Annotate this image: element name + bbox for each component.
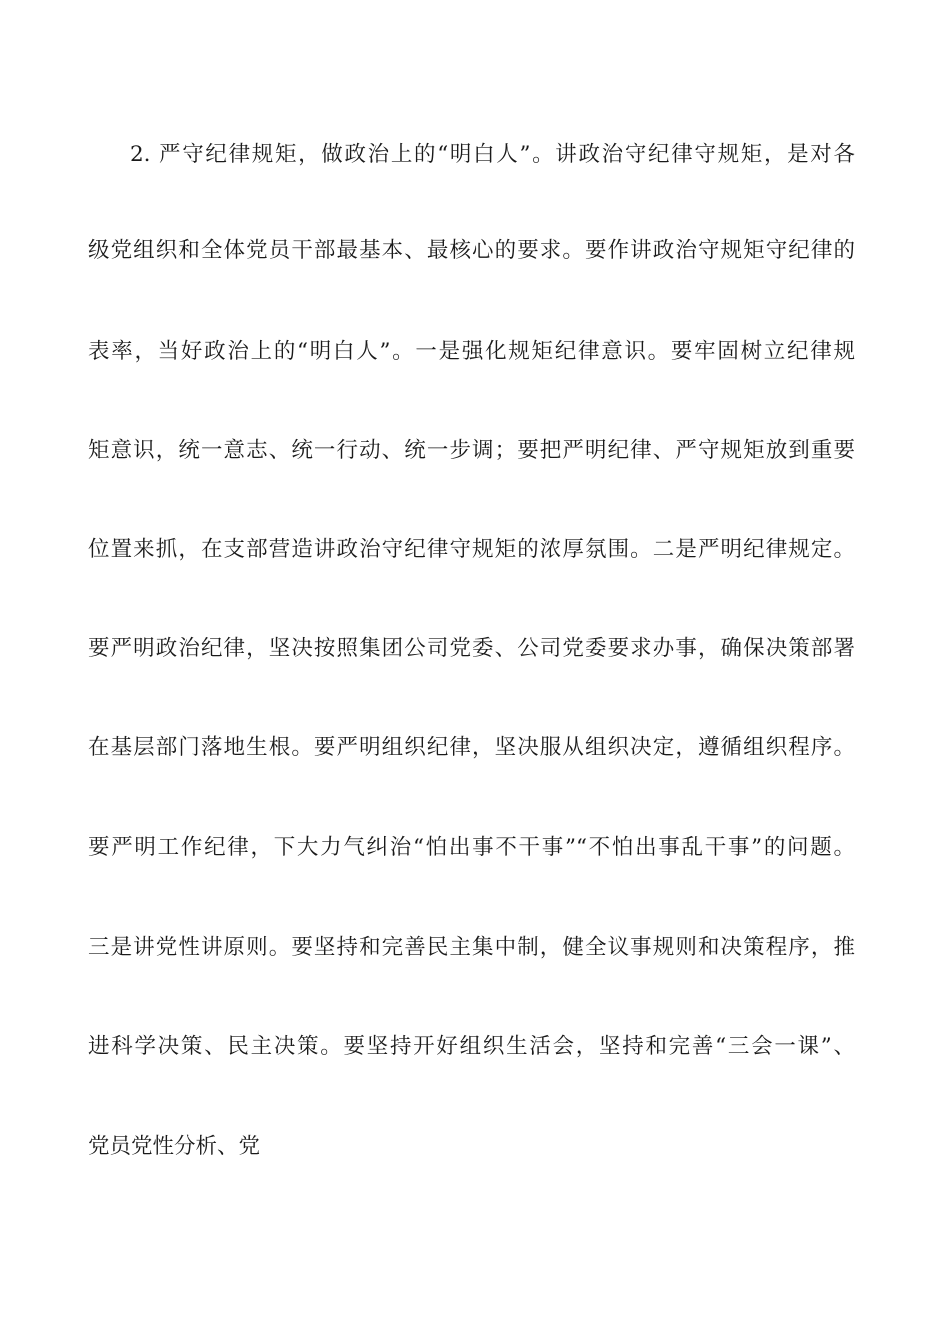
- paragraph-line: 要严明政治纪律，坚决按照集团公司党委、公司党委要求办事，确保决策部署: [88, 636, 855, 661]
- paragraph-line: 位置来抓，在支部营造讲政治守纪律守规矩的浓厚氛围。二是严明纪律规定。: [88, 537, 855, 562]
- paragraph-line: 进科学决策、民主决策。要坚持开好组织生活会，坚持和完善“三会一课”、: [88, 1034, 855, 1059]
- paragraph-line: 三是讲党性讲原则。要坚持和完善民主集中制，健全议事规则和决策程序，推: [88, 935, 855, 960]
- paragraph-line: 要严明工作纪律，下大力气纠治“怕出事不干事”“不怕出事乱干事”的问题。: [88, 835, 855, 860]
- paragraph-line: 级党组织和全体党员干部最基本、最核心的要求。要作讲政治守规矩守纪律的: [88, 238, 855, 263]
- paragraph-line: 在基层部门落地生根。要严明组织纪律，坚决服从组织决定，遵循组织程序。: [88, 735, 855, 760]
- paragraph-line: 2. 严守纪律规矩，做政治上的“明白人”。讲政治守纪律守规矩，是对各: [130, 142, 855, 167]
- paragraph-line: 表率，当好政治上的“明白人”。一是强化规矩纪律意识。要牢固树立纪律规: [88, 339, 855, 364]
- paragraph-line: 矩意识，统一意志、统一行动、统一步调；要把严明纪律、严守规矩放到重要: [88, 438, 855, 463]
- paragraph-line: 党员党性分析、党: [88, 1134, 261, 1159]
